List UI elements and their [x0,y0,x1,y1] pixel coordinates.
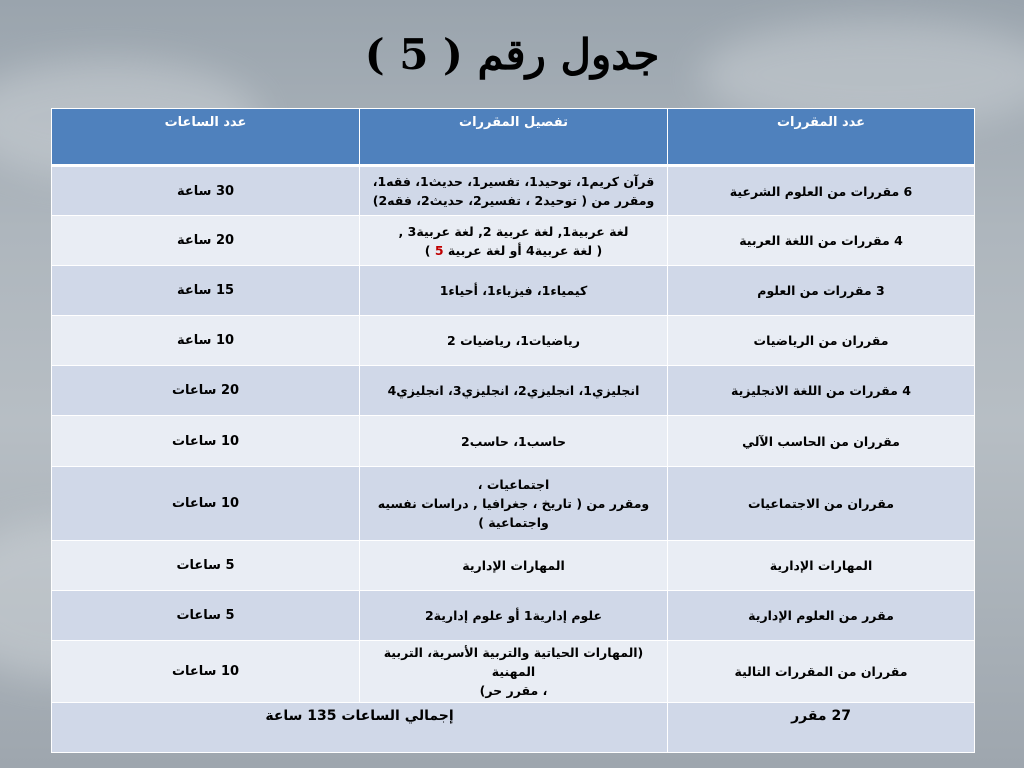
course-count-cell: 3 مقررات من العلوم [668,266,975,316]
hours-cell: 10 ساعات [52,641,360,703]
course-details-cell [360,166,668,216]
hours-cell: 20 ساعات [52,366,360,416]
table-row [52,166,975,216]
hours-cell: 10 ساعة [52,316,360,366]
hours-cell: 5 ساعات [52,541,360,591]
course-details-cell: كيمياء1، فيزياء1، أحياء1 [360,266,668,316]
table-row [52,316,975,366]
course-details-cell: حاسب1، حاسب2 [360,416,668,467]
course-details-cell [360,467,668,541]
slide-title: جدول رقم ( 5 ) [364,30,660,79]
hours-cell: 5 ساعات [52,591,360,641]
course-details-cell: المهارات الإدارية [360,541,668,591]
course-count-cell: مقرران من الرياضيات [668,316,975,366]
details-text: ( لغة عربية4 أو لغة عربية [443,242,603,258]
hours-cell: 20 ساعة [52,216,360,266]
details-line: ، مقرر حر) [479,683,548,698]
details-line: (المهارات الحياتية والتربية الأسرية، التربية المهنية [383,645,644,679]
hours-cell: 30 ساعة [52,166,360,216]
hours-cell: 15 ساعة [52,266,360,316]
header-hours: عدد الساعات [52,109,360,166]
details-text: ) [424,242,435,258]
table-row [52,266,975,316]
course-count-cell: مقرران من المقررات التالية [668,641,975,703]
table-total-row [52,703,975,753]
hours-cell: 10 ساعات [52,467,360,541]
course-details-cell: رياضيات1، رياضيات 2 [360,316,668,366]
course-count-cell: 6 مقررات من العلوم الشرعية [668,166,975,216]
table-header-row [52,109,975,166]
hours-cell: 10 ساعات [52,416,360,467]
table-row [52,366,975,416]
course-details-cell [360,641,668,703]
total-hours: إجمالي الساعات 135 ساعة [52,703,668,753]
course-details-cell: انجليزي1، انجليزي2، انجليزي3، انجليزي4 [360,366,668,416]
header-course-count: عدد المقررات [668,109,975,166]
details-line: اجتماعيات ، [477,477,550,492]
course-count-cell: مقرران من الاجتماعيات [668,467,975,541]
course-details-cell: علوم إدارية1 أو علوم إدارية2 [360,591,668,641]
course-count-cell: المهارات الإدارية [668,541,975,591]
course-count-cell: مقرران من الحاسب الآلي [668,416,975,467]
course-count-cell: مقرر من العلوم الإدارية [668,591,975,641]
total-course-count: 27 مقرر [668,703,975,753]
details-highlight: 5 [434,242,444,258]
course-details-cell [360,216,668,266]
details-line: ومقرر من ( تاريخ ، جغرافيا , دراسات نفسيه [377,496,650,511]
course-count-cell: 4 مقررات من اللغة الانجليزية [668,366,975,416]
details-line [366,241,661,260]
course-count-cell: 4 مقررات من اللغة العربية [668,216,975,266]
table-row [52,641,975,703]
table-row [52,416,975,467]
table-row [52,591,975,641]
table-row [52,541,975,591]
details-line: ومقرر من ( توحيد2 ، تفسير2، حديث2، فقه2) [372,193,655,208]
details-line: لغة عربية1, لغة عربية 2, لغة عربية3 , [398,223,629,239]
header-course-details: تفصيل المقررات [360,109,668,166]
courses-table [51,108,975,753]
table-row [52,467,975,541]
details-line: واجتماعية ) [478,515,549,530]
table-row [52,216,975,266]
details-line: قرآن كريم1، توحيد1، تفسير1، حديث1، فقه1، [372,174,655,189]
